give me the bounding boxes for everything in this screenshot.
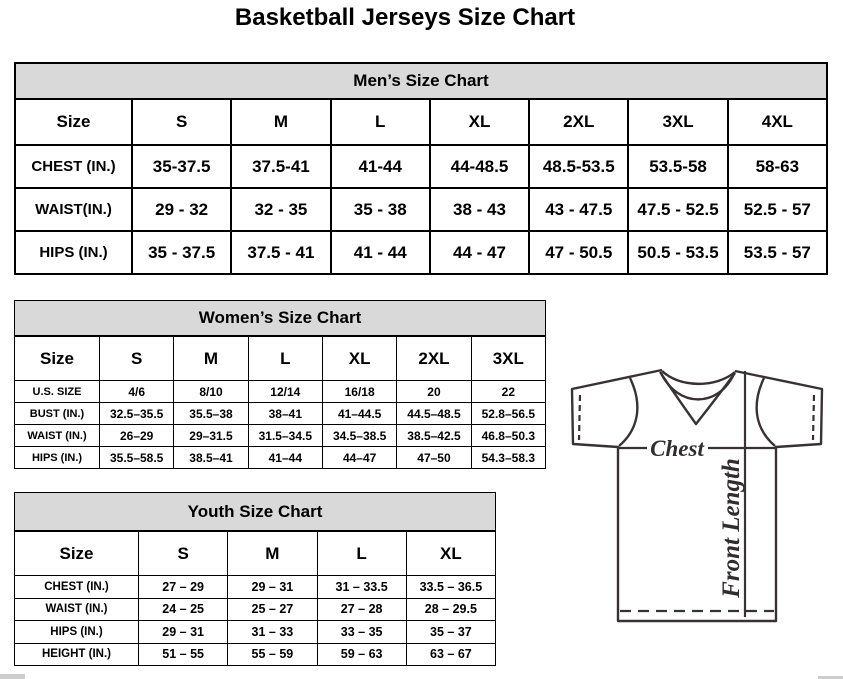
size-value-cell: 51 – 55 (139, 643, 228, 666)
column-header: S (132, 99, 231, 145)
size-value-cell: 37.5 - 41 (231, 231, 330, 274)
size-value-cell: 35.5–38 (174, 403, 248, 425)
left-cuff-dashed-line (579, 395, 580, 440)
table-caption: Youth Size Chart (15, 493, 496, 532)
size-value-cell: 47 - 50.5 (529, 231, 628, 274)
column-header: S (139, 531, 228, 576)
size-value-cell: 8/10 (174, 381, 248, 403)
size-value-cell: 58-63 (728, 145, 827, 188)
table-row (15, 643, 496, 666)
size-value-cell: 38.5–41 (174, 447, 248, 469)
column-header: M (231, 99, 330, 145)
size-value-cell: 38.5–42.5 (397, 425, 471, 447)
column-header: L (317, 531, 406, 576)
size-value-cell: 47.5 - 52.5 (628, 188, 727, 231)
size-value-cell: 52.8–56.5 (471, 403, 545, 425)
size-value-cell: 38 - 43 (430, 188, 529, 231)
size-value-cell: 44-48.5 (430, 145, 529, 188)
right-cuff-dashed-line (813, 395, 814, 440)
size-value-cell: 47–50 (397, 447, 471, 469)
size-value-cell: 52.5 - 57 (728, 188, 827, 231)
size-value-cell: 34.5–38.5 (322, 425, 396, 447)
size-value-cell: 41–44 (248, 447, 322, 469)
column-header: S (100, 336, 174, 381)
column-header: Size (15, 99, 132, 145)
size-value-cell: 24 – 25 (139, 598, 228, 621)
table-row (15, 403, 546, 425)
table-caption: Men’s Size Chart (15, 63, 827, 99)
size-value-cell: 37.5-41 (231, 145, 330, 188)
size-value-cell: 25 – 27 (228, 598, 317, 621)
size-value-cell: 44.5–48.5 (397, 403, 471, 425)
table-row (15, 621, 496, 644)
size-value-cell: 31 – 33 (228, 621, 317, 644)
youth-size-table (14, 492, 496, 666)
table-header-row (15, 99, 827, 145)
jersey-outline (572, 370, 822, 621)
right-armhole-seam (757, 378, 775, 446)
size-value-cell: 31 – 33.5 (317, 576, 406, 599)
size-value-cell: 29 – 31 (139, 621, 228, 644)
column-header: XL (322, 336, 396, 381)
column-header: 4XL (728, 99, 827, 145)
size-value-cell: 44 - 47 (430, 231, 529, 274)
size-value-cell: 35 - 38 (331, 188, 430, 231)
size-value-cell: 20 (397, 381, 471, 403)
scrollbar-fragment-left (0, 674, 25, 679)
column-header: 3XL (628, 99, 727, 145)
size-value-cell: 26–29 (100, 425, 174, 447)
size-value-cell: 27 – 29 (139, 576, 228, 599)
size-value-cell: 29 - 32 (132, 188, 231, 231)
row-label: WAIST (IN.) (15, 425, 100, 447)
size-value-cell: 54.3–58.3 (471, 447, 545, 469)
column-header: Size (15, 336, 100, 381)
size-value-cell: 50.5 - 53.5 (628, 231, 727, 274)
column-header: 3XL (471, 336, 545, 381)
table-row (15, 145, 827, 188)
size-value-cell: 32.5–35.5 (100, 403, 174, 425)
size-value-cell: 27 – 28 (317, 598, 406, 621)
size-value-cell: 46.8–50.3 (471, 425, 545, 447)
table-row (15, 598, 496, 621)
front-length-label: Front Length (718, 458, 745, 598)
column-header: L (248, 336, 322, 381)
row-label: HIPS (IN.) (15, 621, 139, 644)
size-value-cell: 35.5–58.5 (100, 447, 174, 469)
size-value-cell: 41–44.5 (322, 403, 396, 425)
table-row (15, 425, 546, 447)
page-title: Basketball Jerseys Size Chart (234, 4, 576, 31)
table-caption: Women’s Size Chart (15, 301, 546, 337)
jersey-measurement-diagram (556, 358, 838, 630)
mens-size-table (14, 62, 828, 275)
row-label: WAIST(IN.) (15, 188, 132, 231)
size-value-cell: 44–47 (322, 447, 396, 469)
row-label: BUST (IN.) (15, 403, 100, 425)
chest-label: Chest (650, 436, 704, 461)
table-header-row (15, 336, 546, 381)
left-armhole-seam (619, 378, 637, 446)
size-value-cell: 43 - 47.5 (529, 188, 628, 231)
size-value-cell: 31.5–34.5 (248, 425, 322, 447)
column-header: XL (406, 531, 495, 576)
size-value-cell: 16/18 (322, 381, 396, 403)
row-label: CHEST (IN.) (15, 576, 139, 599)
size-value-cell: 41-44 (331, 145, 430, 188)
size-value-cell: 33.5 – 36.5 (406, 576, 495, 599)
size-value-cell: 35 - 37.5 (132, 231, 231, 274)
size-value-cell: 53.5-58 (628, 145, 727, 188)
size-value-cell: 48.5-53.5 (529, 145, 628, 188)
table-caption-row (15, 63, 827, 99)
table-row (15, 381, 546, 403)
size-value-cell: 28 – 29.5 (406, 598, 495, 621)
row-label: U.S. SIZE (15, 381, 100, 403)
collar-top-curve (662, 371, 735, 384)
size-value-cell: 53.5 - 57 (728, 231, 827, 274)
size-value-cell: 59 – 63 (317, 643, 406, 666)
row-label: CHEST (IN.) (15, 145, 132, 188)
column-header: Size (15, 531, 139, 576)
size-value-cell: 22 (471, 381, 545, 403)
table-caption-row (15, 301, 546, 337)
column-header: XL (430, 99, 529, 145)
table-row (15, 188, 827, 231)
table-caption-row (15, 493, 496, 532)
row-label: HIPS (IN.) (15, 231, 132, 274)
column-header: M (174, 336, 248, 381)
column-header: M (228, 531, 317, 576)
size-value-cell: 32 - 35 (231, 188, 330, 231)
row-label: HEIGHT (IN.) (15, 643, 139, 666)
table-row (15, 447, 546, 469)
size-value-cell: 29–31.5 (174, 425, 248, 447)
size-value-cell: 33 – 35 (317, 621, 406, 644)
size-value-cell: 12/14 (248, 381, 322, 403)
column-header: 2XL (529, 99, 628, 145)
size-value-cell: 29 – 31 (228, 576, 317, 599)
table-row (15, 576, 496, 599)
table-row (15, 231, 827, 274)
size-value-cell: 35-37.5 (132, 145, 231, 188)
size-value-cell: 41 - 44 (331, 231, 430, 274)
size-value-cell: 35 – 37 (406, 621, 495, 644)
size-value-cell: 55 – 59 (228, 643, 317, 666)
size-value-cell: 4/6 (100, 381, 174, 403)
column-header: L (331, 99, 430, 145)
table-header-row (15, 531, 496, 576)
row-label: HIPS (IN.) (15, 447, 100, 469)
womens-size-table (14, 300, 546, 469)
column-header: 2XL (397, 336, 471, 381)
size-value-cell: 38–41 (248, 403, 322, 425)
row-label: WAIST (IN.) (15, 598, 139, 621)
size-value-cell: 63 – 67 (406, 643, 495, 666)
